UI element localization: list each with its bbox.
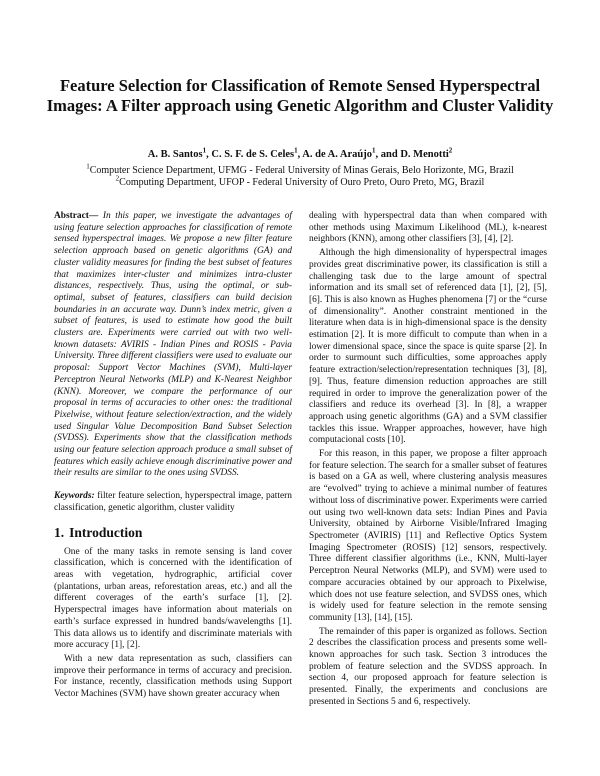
affiliation-1 xyxy=(30,162,570,177)
author-separator: , and xyxy=(375,149,401,160)
author-name: A. B. Santos xyxy=(147,149,203,160)
affiliation-text: Computing Department, UFOP - Federal University of Ouro Preto, Ouro Preto, MG, Brazil xyxy=(119,177,485,188)
author-name: D. Menotti xyxy=(400,149,449,160)
keywords-label: Keywords: xyxy=(54,491,95,502)
right-column xyxy=(309,211,547,709)
affiliation-2 xyxy=(30,174,570,189)
author-affiliation-mark: 2 xyxy=(448,146,453,155)
section-title: Introduction xyxy=(69,524,143,540)
author-separator: , xyxy=(297,149,303,160)
abstract-label: Abstract— xyxy=(54,211,99,221)
author-name: A. de A. Araújo xyxy=(302,149,373,160)
author-affiliation-mark: 1 xyxy=(372,146,376,155)
section-number: 1. xyxy=(54,524,65,540)
author-affiliation-mark: 1 xyxy=(202,146,207,155)
body-paragraph: Although the high dimensionality of hyperspectral images provides great discriminative power, its classification is still a challenging task due to the large amount of spectral information and its small set of referenced data [1], [2], [5], [6]. This is also known as Hughes phenomena [7] or the “curse of dimensionality”. Another constraint mentioned in the literature when data is in high-dimensional space is the density estimation [2]. It is more difficult to compute than when in a lower dimensional space, since the space is quite sparse [2]. In order to surmount such difficulties, some approaches apply feature extraction/selection/representation techniques [3], [8], [9]. Thus, feature dimension reduction approaches are still required in order to improve the generalization power of the classifiers and reduce its overhead [3]. In [8], a wrapper approach using genetic algorithms (GA) and a SVM classifier tackles this issue. Wrapper approaches, however, have high computacional costs [10]. xyxy=(309,248,547,446)
body-paragraph: For this reason, in this paper, we propose a filter approach for feature selection. The search for a smaller subset of features is based on a GA as well, where clustering analysis measures are “evolved” trying to achieve a minimal number of features without loss of discriminative power. Experiments were carried out using two well-known data sets: Indian Pines and Pavia University, obtained by Airborne Visible/Infrared Imaging Spectrometer (AVIRIS) [11] and Reflective Optics System Imaging Spectrometer (ROSIS) [12] sensors, respectively. Three different classifier algorithms (i.e., KNN, Multi-layer Perceptron Neural Networks (MLP), and SVM) were used to compare accuracies obtained by our approach to Pixelwise, which does not use feature selection, and SVDSS ones, which is widely used for feature selection in the remote sensing community [13], [14], [15]. xyxy=(309,449,548,623)
section-heading-introduction xyxy=(54,525,292,541)
left-column xyxy=(54,211,292,701)
keywords-text: filter feature selection, hyperspectral image, pattern classification, genetic algorithm, cluster validity xyxy=(54,491,292,513)
author-name: C. S. F. de S. Celes xyxy=(211,149,295,160)
affiliation-mark: 2 xyxy=(115,174,120,183)
abstract xyxy=(54,211,292,480)
keywords xyxy=(54,491,292,514)
body-paragraph: dealing with hyperspectral data than when compared with other methods using Maximum Likelihood (ML), k-nearest neighbors (KNN), among other classifiers [3], [4], [2]. xyxy=(309,211,547,245)
body-paragraph: With a new data representation as such, classifiers can improve their performance in terms of accuracy and precision. For instance, recently, classification methods using Support Vector Machines (SVM) have shown greater accuracy when xyxy=(54,653,292,700)
body-paragraph: The remainder of this paper is organized as follows. Section 2 describes the classification process and presents some well-known approaches for such task. Section 3 introduces the problem of feature selection and the SVDSS approach. In section 4, our proposed approach for feature selection is presented. Finally, the experiments and conclusions are presented in Sections 5 and 6, respectively. xyxy=(309,626,547,707)
paper-title: Feature Selection for Classification of Remote Sensed Hyperspectral Images: A Filter approach using Genetic Algorithm and Cluster Validity xyxy=(46,76,554,115)
author-separator: , xyxy=(206,149,212,160)
abstract-text: In this paper, we investigate the advantages of using feature selection approaches for classification of remote sensed hyperspectral images. We propose a new filter feature selection approach based on genetic algorithms (GA) and cluster validity measures for finding the best subset of features that maximizes inter-cluster and minimizes intra-cluster distances, respectively. Thus, using the optimal, or sub-optimal, subset of features, classifiers can build decision boundaries in an accurate way. Dunn’s index metric, given a subset of features, is used to estimate how good the built clusters are. Experiments were carried out with two well-known datasets: AVIRIS - Indian Pines and ROSIS - Pavia University. Three different classifiers were used to evaluate our proposal: Support Vector Machines (SVM), Multi-layer Perceptron Neural Networks (MLP) and K-Nearest Neighbor (KNN). Moreover, we compare the performance of our proposal in terms of accuracies to other ones: the traditional Pixelwise, without feature selection/extraction, and the widely used Singular Value Decomposition Band Subset Selection (SVDSS). Experiments show that the classification methods using our feature selection approach produce a small subset of features which easily achieve enough discriminative power and their results are similar to the ones using SVDSS. xyxy=(54,211,292,479)
author-list xyxy=(40,148,560,161)
body-paragraph: One of the many tasks in remote sensing is land cover classification, which is concerned with the identification of areas with vegetation, hydrographic, artificial cover (plantations, urban areas, reforestation areas, etc.) and all the different coverages of the earth’s surface [1], [2]. Hyperspectral images have information about materials on earth’s surface expressed in hundred bands/wavelengths [1]. This data allows us to identify and discriminate materials with more accuracy [1], [2]. xyxy=(54,546,292,651)
affiliation-mark: 1 xyxy=(86,162,90,171)
affiliation-text: Computer Science Department, UFMG - Federal University of Minas Gerais, Belo Horizonte, MG, Brazil xyxy=(89,165,514,176)
author-affiliation-mark: 1 xyxy=(294,146,298,155)
